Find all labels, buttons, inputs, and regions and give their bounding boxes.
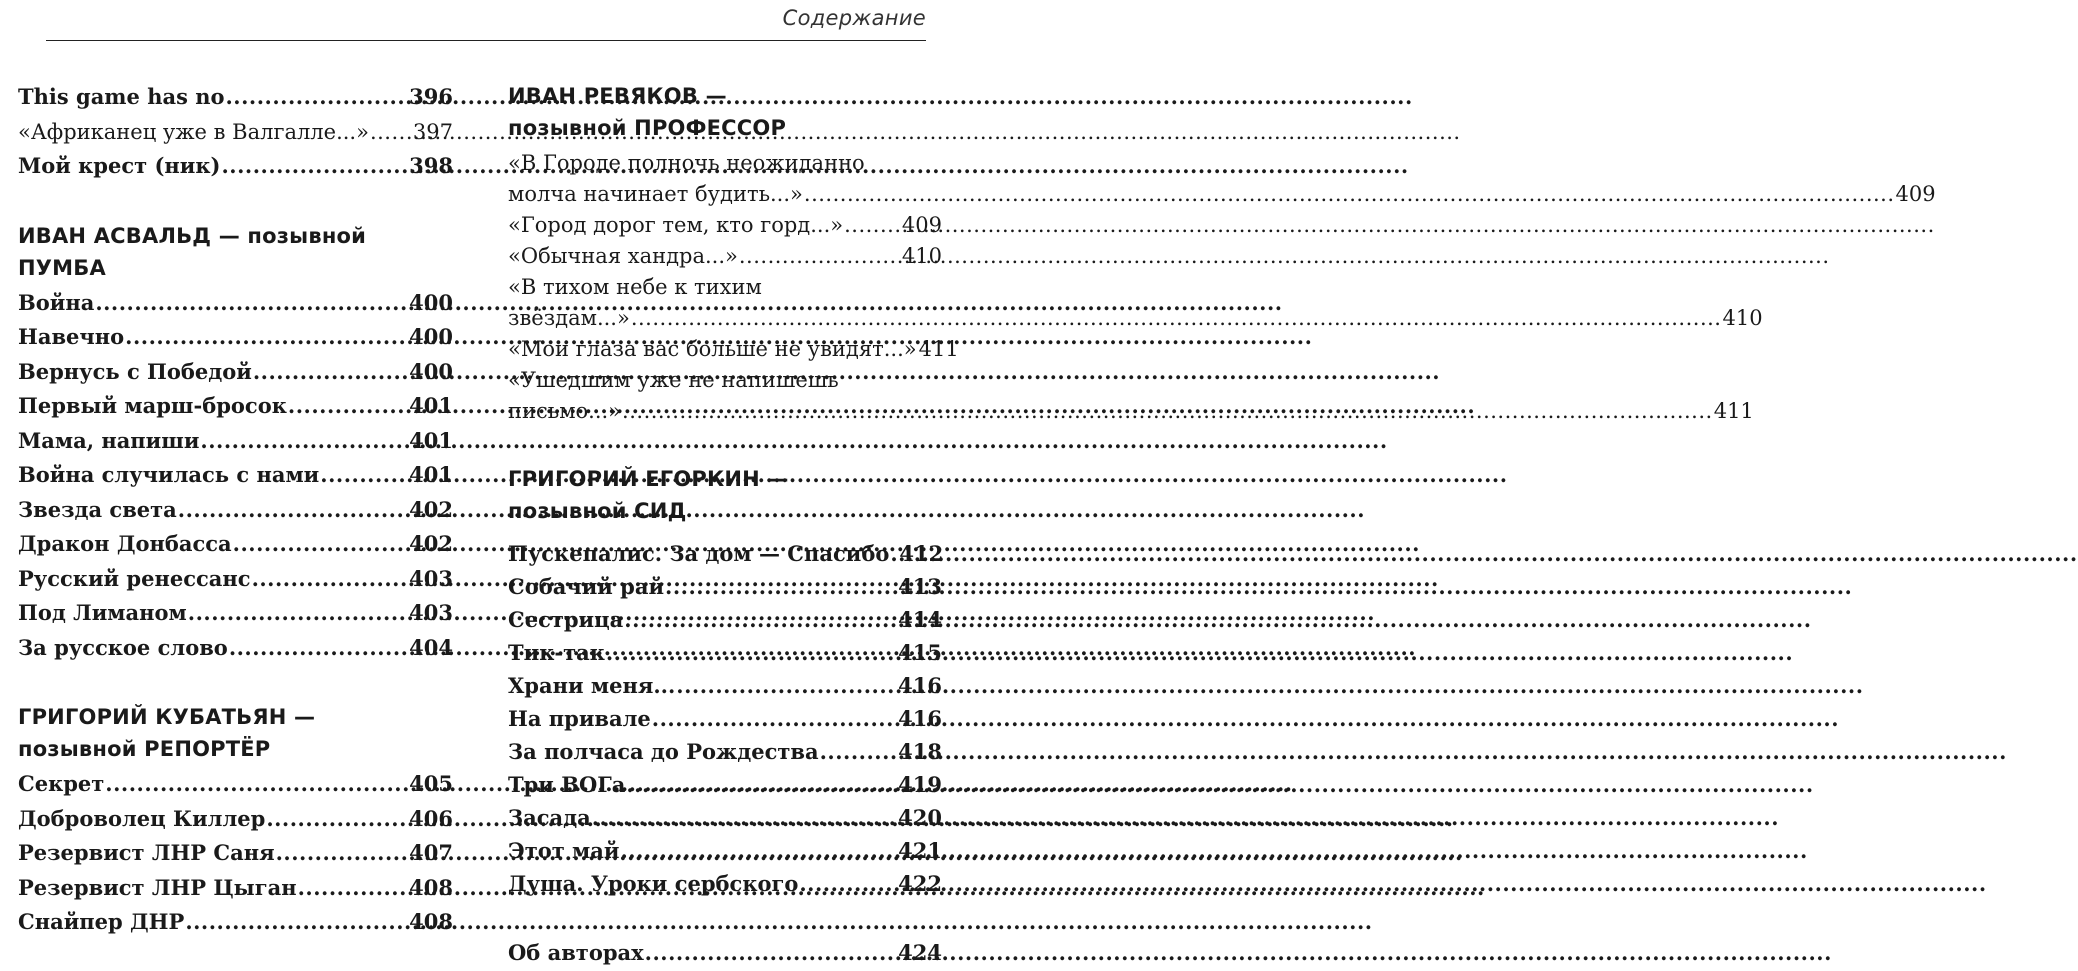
toc-entry-page: 419 [898,772,942,797]
toc-entry[interactable] [18,767,453,802]
toc-entry-page: 407 [409,840,453,865]
toc-entry[interactable] [18,115,453,150]
toc-entry-page: 405 [409,771,453,796]
toc-entry-page: 396 [409,84,453,109]
toc-entry-title: Собачий рай [508,574,665,599]
section-heading-aswald [18,220,453,284]
toc-entry[interactable] [508,801,942,834]
leader-dots [188,596,408,631]
toc-entry-title: Об авторах [508,940,644,965]
toc-entry-page: 410 [901,244,942,268]
toc-entry[interactable] [508,334,959,365]
section-heading-line: позывной СИД [508,499,687,523]
toc-entry-page: 409 [1895,182,1936,206]
section-entries-egorkin [508,537,942,900]
toc-entry-title: Мой крест (ник) [18,153,221,178]
toc-entry[interactable] [508,603,942,636]
toc-entry-page: 403 [409,565,453,591]
toc-entry-page: 410 [1722,306,1763,330]
leader-dots [225,80,408,115]
toc-entry-title-line: письмо...» [508,399,622,423]
leader-dots [799,867,897,900]
toc-entry-title: Пускепалис. За дом — Спасибо [508,541,890,566]
toc-entry-title: Секрет [18,771,105,796]
toc-entry-title: «Город дорог тем, кто горд...» [508,213,844,237]
toc-entry-title: This game has no [18,84,225,109]
toc-entry-title: Тик-так [508,640,605,665]
toc-entry-page: 414 [898,607,942,632]
leader-dots [288,389,408,424]
toc-entry[interactable] [18,320,453,355]
toc-entry[interactable] [508,570,942,603]
toc-entry-title: Этот май [508,838,620,863]
leader-dots [105,767,408,802]
section-heading-line: ГРИГОРИЙ КУБАТЬЯН — [18,705,316,729]
toc-entry-title: Первый марш-бросок [18,393,287,418]
toc-entry[interactable] [508,768,942,801]
toc-entry[interactable] [508,241,942,272]
toc-entry[interactable] [18,389,453,424]
toc-entry-title: Душа. Уроки сербского [508,871,799,896]
toc-entry-title: Русский ренессанс [18,565,251,591]
toc-entry-page: 408 [409,874,453,900]
toc-entry-title: Храни меня... [508,673,676,698]
leader-dots [252,562,409,597]
toc-entry-title: Снайпер ДНР [18,909,185,934]
toc-entry-title: «Африканец уже в Валгалле...» [18,119,369,144]
toc-entry-title: «Обычная хандра...» [508,244,738,268]
leader-dots [820,735,898,768]
toc-entry-about-authors[interactable] [508,936,942,971]
leader-dots [178,493,408,528]
leader-dots [229,631,408,666]
toc-entry[interactable] [18,355,453,390]
leader-dots [652,702,897,735]
toc-entry-page: 406 [409,805,453,831]
running-head-title: Содержание [782,6,926,30]
leader-dots [276,836,409,871]
toc-entry[interactable] [18,802,453,837]
toc-entry[interactable] [18,871,453,906]
section-heading-line: ГРИГОРИЙ ЕГОРКИН — [508,467,789,491]
toc-entry-page: 402 [409,496,453,522]
toc-entry-page: 424 [898,940,942,965]
leader-dots [739,241,901,272]
toc-left-column [18,80,453,940]
section-entries-kubatyan [18,767,453,940]
toc-entry[interactable] [18,149,453,184]
toc-entry[interactable] [508,669,942,702]
section-entries-aswald [18,286,453,666]
toc-entry-title: Резервист ЛНР Саня [18,840,275,865]
leader-dots [266,802,408,837]
section-heading-revyakov [508,80,942,144]
toc-entry[interactable] [508,148,1936,210]
toc-entry[interactable] [18,286,453,321]
toc-entry-title: За русское слово [18,634,228,660]
section-heading-line: позывной РЕПОРТЁР [18,737,271,761]
toc-entry-title: На привале [508,706,651,731]
toc-entry-title: Война случилась с нами [18,462,320,487]
leader-dots [890,537,898,570]
leader-dots [95,286,408,321]
toc-entry-page: 415 [898,640,942,665]
toc-entry-title: Засада [508,805,591,830]
toc-entry[interactable] [18,905,453,940]
leader-dots [676,669,897,702]
leader-dots [645,936,898,971]
toc-entry[interactable] [508,537,942,570]
leader-dots [844,210,901,241]
section-heading-kubatyan [18,701,453,765]
section-heading-egorkin [508,463,942,527]
toc-entry[interactable] [18,527,453,562]
leader-dots [370,115,412,150]
toc-entry[interactable] [18,631,453,666]
toc-entry-page: 418 [898,739,942,764]
toc-entry-page: 397 [412,119,453,144]
toc-entry-title-line: звёздам...» [508,306,630,330]
toc-entry[interactable] [508,636,942,669]
toc-entry[interactable] [18,458,453,493]
toc-entry-page: 404 [409,634,453,660]
toc-entry-page: 421 [898,838,942,863]
leader-dots [626,768,897,801]
leader-dots [185,905,408,940]
toc-entry-page: 398 [409,153,453,178]
toc-entry-title: Дракон Донбасса [18,531,232,556]
toc-entry[interactable] [18,493,453,528]
toc-right-column [508,80,1936,971]
toc-entry-page: 400 [409,324,453,349]
leader-dots [233,527,408,562]
toc-entry-title: «Мои глаза вас больше не увидят...» [508,337,917,361]
toc-entry-title: Под Лиманом [18,600,187,625]
toc-entry[interactable] [508,210,942,241]
toc-entry-title: Навечно [18,324,125,349]
toc-entry-page: 416 [898,673,942,698]
toc-entry[interactable] [508,365,1754,427]
toc-entry[interactable] [18,562,453,597]
toc-entry-page: 401 [409,427,453,453]
leader-dots [320,458,408,493]
toc-entry[interactable] [508,272,1763,334]
toc-entry-page: 411 [918,337,959,361]
toc-entry[interactable] [508,834,942,867]
toc-entry-title-line: молча начинает будить...» [508,182,803,206]
toc-entry-title: Три ВОГа [508,772,626,797]
leader-dots [622,396,1713,427]
header-rule [46,40,926,41]
leader-dots [804,179,1895,210]
leader-dots [592,801,897,834]
toc-entry[interactable] [508,735,942,768]
toc-entry-title: Война [18,289,95,315]
toc-entry-page: 416 [898,706,942,731]
toc-entry-page: 422 [898,871,942,896]
toc-entry-page: 402 [409,531,453,556]
toc-entry-page: 400 [409,289,453,315]
toc-entry[interactable] [18,80,453,115]
toc-entry-title: За полчаса до Рождества [508,739,819,764]
toc-entry-page: 401 [409,462,453,487]
toc-entry-title: Доброволец Киллер [18,805,266,831]
leader-dots [253,355,408,390]
leader-dots [221,149,408,184]
toc-entry[interactable] [18,424,453,459]
toc-entry[interactable] [508,702,942,735]
toc-entry-page: 413 [898,574,942,599]
toc-entry-page: 420 [898,805,942,830]
toc-entry-title: Резервист ЛНР Цыган [18,874,297,900]
toc-entry-title-line: «Ушедшим уже не напишешь [508,368,839,392]
toc-entry-page: 408 [409,909,453,934]
leader-dots [298,871,409,906]
toc-entry[interactable] [508,867,942,900]
leader-dots [620,834,897,867]
toc-entry-title: Вернусь с Победой [18,358,252,384]
toc-entry-title-line: «В тихом небе к тихим [508,275,762,299]
toc-entry-page: 400 [409,358,453,384]
leader-dots [665,570,897,603]
section-heading-line: ПУМБА [18,255,106,280]
section-heading-line: ИВАН АСВАЛЬД — позывной [18,223,367,248]
toc-entry[interactable] [18,596,453,631]
leader-dots [200,424,408,459]
toc-entry-page: 409 [901,213,942,237]
toc-entry-page: 411 [1713,399,1754,423]
toc-entry-page: 401 [409,393,453,418]
toc-entry-page: 403 [409,600,453,625]
leader-dots [606,636,897,669]
section-heading-line: ИВАН РЕВЯКОВ — [508,84,727,108]
section-heading-line: позывной ПРОФЕССОР [508,116,787,140]
toc-entry-title: Сестрица [508,607,624,632]
leader-dots [125,320,408,355]
toc-entry-title-line: «В Городе полночь неожиданно [508,151,865,175]
toc-entry-title: Мама, напиши [18,427,200,453]
toc-entry-page: 412 [899,541,944,566]
toc-entry[interactable] [18,836,453,871]
leader-dots [624,603,897,636]
toc-entry-title: Звезда света [18,496,177,522]
leader-dots [631,303,1722,334]
